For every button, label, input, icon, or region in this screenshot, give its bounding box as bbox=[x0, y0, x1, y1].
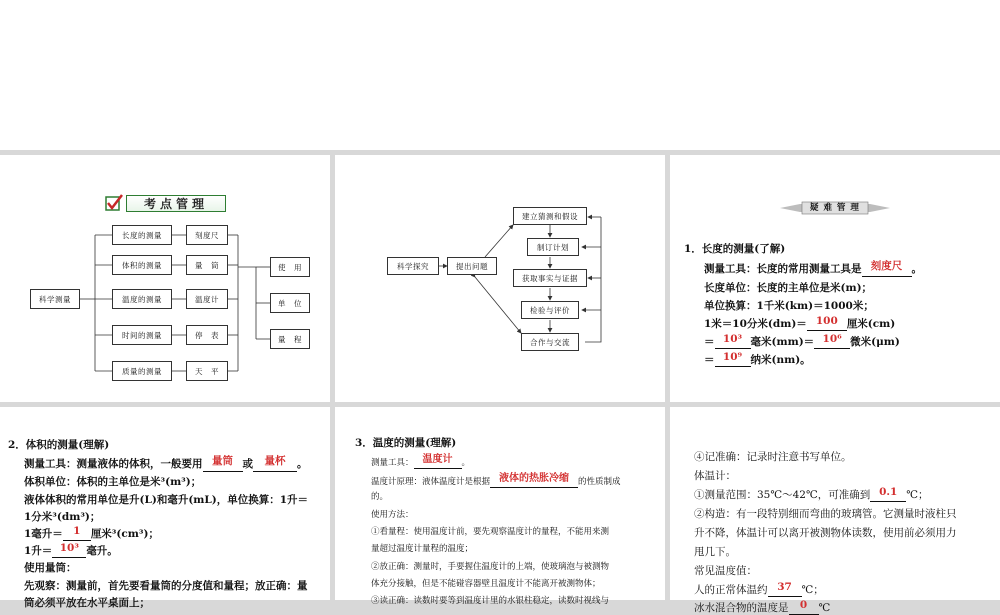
text-line: 1升＝ 10³ 毫升。 bbox=[24, 542, 118, 557]
root-node: 科学测量 bbox=[30, 289, 80, 309]
flow-node-plan: 制订计划 bbox=[527, 238, 579, 256]
tool-node-thermometer: 温度计 bbox=[186, 289, 228, 309]
blank-header-area bbox=[0, 0, 1000, 150]
text-line: ①看量程：使用温度计前，要先观察温度计的量程，不能用来测 bbox=[371, 527, 610, 537]
text-line: 先观察：测量前，首先要看量筒的分度值和量程；放正确：量 bbox=[24, 580, 308, 592]
answer-blank: 量筒 bbox=[212, 455, 233, 467]
measure-node-volume: 体积的测量 bbox=[112, 255, 172, 275]
answer-blank: 10³ bbox=[722, 333, 743, 345]
text-line: 1毫升＝ 1 厘米³(cm³)； bbox=[24, 525, 159, 540]
text-line: 甩几下。 bbox=[694, 546, 736, 558]
text-line: 测量工具：测量液体的体积，一般要用 量筒 或 量杯 。 bbox=[24, 455, 308, 470]
text-line: 量超过温度计量程的温度； bbox=[371, 544, 474, 554]
text-line: 人的正常体温约 37 ℃； bbox=[694, 581, 824, 596]
text-line: ①测量范围：35℃～42℃，可准确到 0.1 ℃； bbox=[694, 486, 929, 501]
answer-blank: 液体的热胀冷缩 bbox=[499, 473, 570, 484]
text-line: 体充分接触，但是不能碰容器壁且温度计不能离开被测物体； bbox=[371, 579, 601, 589]
flow-arrows bbox=[335, 155, 665, 402]
text-line: 长度单位：长度的主单位是米(m)； bbox=[704, 282, 873, 294]
text-line: ④记准确：记录时注意书写单位。 bbox=[694, 451, 852, 463]
slide-concept-map bbox=[0, 155, 330, 402]
text-line: 温度计原理：液体温度计是根据 液体的热胀冷缩 的性质制成 bbox=[371, 473, 621, 487]
answer-blank: 37 bbox=[777, 581, 792, 593]
text-line: 冰水混合物的温度是 0 ℃ bbox=[694, 599, 831, 614]
answer-blank: 1 bbox=[73, 525, 81, 537]
text-line: 的。 bbox=[371, 492, 389, 502]
text-line: ②放正确：测量时，手要握住温度计的上端，使玻璃泡与被测物 bbox=[371, 562, 610, 572]
text-line: ＝ 10³ 毫米(mm)＝ 10⁶ 微米(μm) bbox=[704, 333, 900, 348]
tool-node-stopwatch: 停 表 bbox=[186, 325, 228, 345]
text-line: 测量工具：长度的常用测量工具是 刻度尺 。 bbox=[704, 260, 922, 275]
text-line: 1米＝10分米(dm)＝ 100 厘米(cm) bbox=[704, 315, 896, 330]
answer-blank: 刻度尺 bbox=[870, 260, 903, 272]
text-line: 筒必须平放在水平桌面上； bbox=[24, 597, 150, 609]
text-line: 体温计： bbox=[694, 470, 736, 482]
answer-blank: 10⁹ bbox=[722, 351, 743, 363]
flow-node-inquiry: 科学探究 bbox=[387, 257, 439, 275]
flow-node-evaluation: 检验与评价 bbox=[521, 301, 579, 319]
slide-volume-measurement bbox=[0, 407, 330, 609]
slide-title: 考点管理 bbox=[126, 195, 226, 212]
answer-blank: 温度计 bbox=[422, 454, 453, 465]
measure-node-time: 时间的测量 bbox=[112, 325, 172, 345]
answer-blank: 0.1 bbox=[879, 486, 898, 498]
slide-inquiry-flow bbox=[335, 155, 665, 402]
tool-node-cylinder: 量 筒 bbox=[186, 255, 228, 275]
aspect-node-range: 量 程 bbox=[270, 329, 310, 349]
flow-node-hypothesis: 建立猜测和假设 bbox=[513, 207, 587, 225]
aspect-node-use: 使 用 bbox=[270, 257, 310, 277]
text-line: 使用量筒： bbox=[24, 562, 77, 574]
measure-node-length: 长度的测量 bbox=[112, 225, 172, 245]
slide-length-measurement bbox=[670, 155, 1000, 402]
text-line: 1分米³(dm³)； bbox=[24, 511, 101, 523]
section-heading: 2．体积的测量(理解) bbox=[8, 439, 110, 451]
answer-blank: 100 bbox=[815, 315, 838, 327]
banner-text: 疑 难 管 理 bbox=[810, 203, 860, 213]
text-line: ③读正确：读数时要等到温度计里的水银柱稳定，读数时视线与 bbox=[371, 596, 610, 606]
flow-node-evidence: 获取事实与证据 bbox=[513, 269, 587, 287]
section-heading: 3．温度的测量(理解) bbox=[355, 437, 457, 449]
measure-node-temperature: 温度的测量 bbox=[112, 289, 172, 309]
text-line: ②构造：有一段特别细而弯曲的玻璃管。它测量时液柱只 bbox=[694, 508, 957, 520]
answer-blank: 量杯 bbox=[264, 455, 286, 467]
answer-blank: 10⁶ bbox=[822, 333, 842, 345]
text-line: 使用方法： bbox=[371, 510, 414, 520]
text-line: 单位换算：1千米(km)＝1000米； bbox=[704, 300, 874, 312]
tool-node-ruler: 刻度尺 bbox=[186, 225, 228, 245]
text-line: 常见温度值： bbox=[694, 565, 757, 577]
tool-node-balance: 天 平 bbox=[186, 361, 228, 381]
answer-blank: 10³ bbox=[59, 542, 79, 554]
text-line: 液体体积的常用单位是升(L)和毫升(mL)，单位换算：1升＝ bbox=[24, 494, 309, 506]
text-line: 测量工具： 温度计 。 bbox=[371, 454, 471, 468]
section-heading: 1．长度的测量(了解) bbox=[684, 243, 786, 255]
flow-node-question: 提出问题 bbox=[447, 257, 497, 275]
text-line: ＝ 10⁹ 纳米(nm)。 bbox=[704, 351, 811, 366]
text-line: 升不降，体温计可以离开被测物体读数，使用前必须用力 bbox=[694, 527, 957, 539]
flow-node-cooperation: 合作与交流 bbox=[521, 333, 579, 351]
slide-temperature-measurement bbox=[335, 407, 665, 606]
slide-clinical-thermometer bbox=[670, 407, 1000, 614]
measure-node-mass: 质量的测量 bbox=[112, 361, 172, 381]
text-line: 体积单位：体积的主单位是米³(m³)； bbox=[24, 476, 202, 488]
aspect-node-unit: 单 位 bbox=[270, 293, 310, 313]
answer-blank: 0 bbox=[799, 599, 808, 611]
